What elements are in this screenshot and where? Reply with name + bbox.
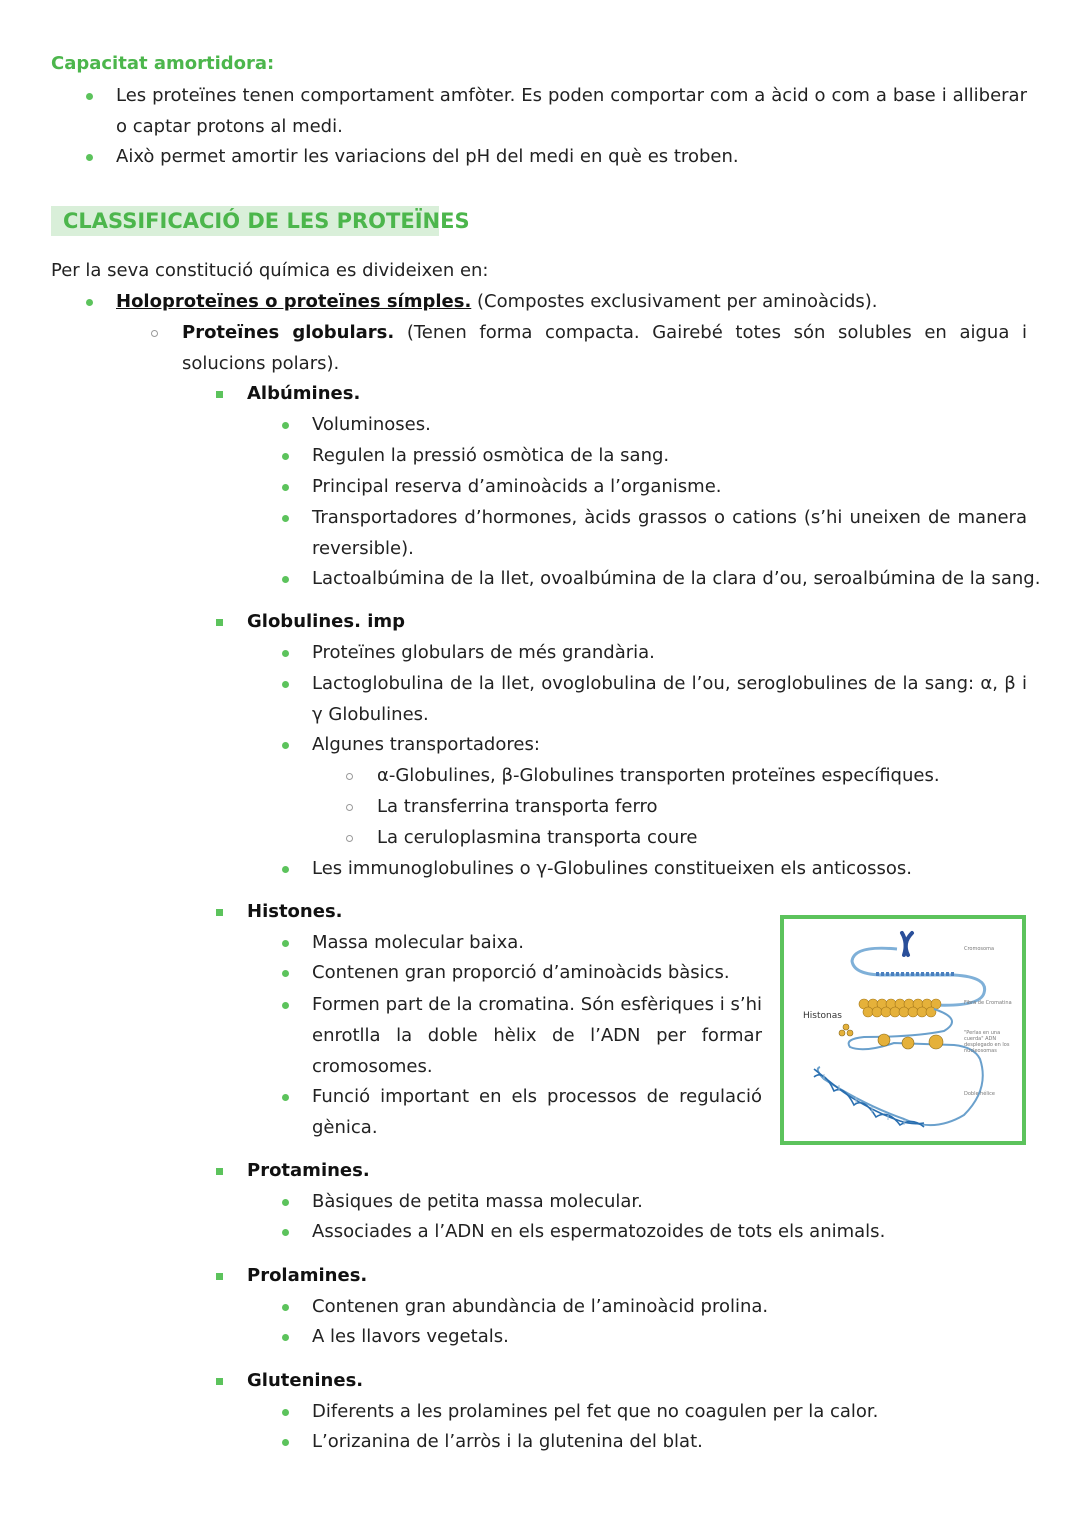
bullet-dot	[86, 154, 93, 161]
globulars-item	[182, 317, 1027, 379]
prolamines-title-text: Prolamines.	[247, 1265, 368, 1286]
albumines-title-text: Albúmines.	[247, 383, 361, 404]
globulines-sub-1: α-Globulines, β-Globulines transporten proteïnes específiques.	[377, 765, 940, 786]
histones-item-1: Massa molecular baixa.	[312, 932, 525, 953]
glutenines-item-2: L’orizanina de l’arròs i la glutenina del blat.	[312, 1431, 703, 1452]
globulines-sub-3: La ceruloplasmina transporta coure	[377, 827, 698, 848]
holoproteines-title: Holoproteïnes o proteïnes símples.	[116, 291, 472, 312]
bullet-dot	[282, 422, 289, 429]
bullet-dot	[282, 1199, 289, 1206]
holoproteines-item	[116, 286, 878, 317]
globulines-item-last: Les immunoglobulines o γ-Globulines constitueixen els anticossos.	[312, 858, 912, 879]
protamines-item-1: Bàsiques de petita massa molecular.	[312, 1191, 643, 1212]
bullet-dot	[282, 1229, 289, 1236]
histones-title	[247, 896, 343, 927]
histones-item-3: Formen part de la cromatina. Són esfèriques i s’hi enrotlla la doble hèlix de l’ADN per formar cromosomes.	[312, 994, 762, 1077]
bullet-dot	[282, 484, 289, 491]
bullet-dot	[282, 866, 289, 873]
bullet-dot	[282, 1409, 289, 1416]
bullet-dot	[282, 1334, 289, 1341]
bullet-square	[216, 391, 223, 398]
bullet-square	[216, 619, 223, 626]
holoproteines-desc: (Compostes exclusivament per aminoàcids).	[471, 291, 878, 312]
histones-item-4: Funció important en els processos de regulació gènica.	[312, 1086, 762, 1138]
albumines-item-5: Lactoalbúmina de la llet, ovoalbúmina de la clara d’ou, seroalbúmina de la sang.	[312, 568, 1041, 589]
globulars-title: Proteïnes globulars.	[182, 322, 395, 343]
capacitat-heading: Capacitat amortidora:	[51, 53, 275, 74]
bullet-dot	[282, 650, 289, 657]
bullet-dot	[282, 681, 289, 688]
label-fibra-cromatina: Fibra de Cromatina	[964, 1000, 1012, 1006]
albumines-item-4: Transportadores d’hormones, àcids grassos o cations (s’hi uneixen de manera reversible).	[312, 507, 1027, 559]
globulines-item-3: Algunes transportadores:	[312, 734, 540, 755]
chromatin-figure	[780, 915, 1026, 1145]
label-cromosoma: Cromosoma	[964, 946, 995, 952]
globulines-title-text: Globulines. imp	[247, 611, 406, 632]
bullet-dot	[282, 970, 289, 977]
albumines-item-2: Regulen la pressió osmòtica de la sang.	[312, 445, 670, 466]
bullet-square	[216, 1273, 223, 1280]
prolamines-item-1: Contenen gran abundància de l’aminoàcid prolina.	[312, 1296, 769, 1317]
chromosome-icon	[902, 933, 912, 955]
protamines-title-text: Protamines.	[247, 1160, 370, 1181]
albumines-title	[247, 378, 360, 409]
glutenines-item-1: Diferents a les prolamines pel fet que no coagulen per la calor.	[312, 1401, 879, 1422]
bullet-dot	[282, 453, 289, 460]
bullet-square	[216, 1168, 223, 1175]
prolamines-item-2: A les llavors vegetals.	[312, 1326, 509, 1347]
dna-helix	[814, 1069, 924, 1127]
bullet-dot	[86, 93, 93, 100]
bullet-dot	[282, 576, 289, 583]
section-heading: CLASSIFICACIÓ DE LES PROTEÏNES	[63, 209, 470, 233]
label-perlas: "Perlas en una cuerda" ADN desplegado en los nucleosomas	[964, 1030, 1010, 1054]
intro-text: Per la seva constitució química es divideixen en:	[51, 260, 489, 281]
bullet-dot	[282, 742, 289, 749]
glutenines-title	[247, 1365, 363, 1396]
globulines-item-1: Proteïnes globulars de més grandària.	[312, 642, 655, 663]
bullet-dot	[282, 1439, 289, 1446]
bullet-dot	[282, 515, 289, 522]
bullet-square	[216, 909, 223, 916]
bullet-square	[216, 1378, 223, 1385]
histones-title-text: Histones.	[247, 901, 343, 922]
bullet-ring	[151, 330, 158, 337]
bullet-dot	[282, 1002, 289, 1009]
bullet-dot	[282, 1304, 289, 1311]
globulars-desc: (Tenen forma compacta. Gairebé totes són solubles en aigua i solucions polars).	[182, 322, 1027, 374]
albumines-item-3: Principal reserva d’aminoàcids a l’organisme.	[312, 476, 722, 497]
capacitat-bullet-2: Això permet amortir les variacions del pH del medi en què es troben.	[116, 146, 739, 167]
globulines-item-2: Lactoglobulina de la llet, ovoglobulina de l’ou, seroglobulines de la sang: α, β i γ Globulines.	[312, 673, 1027, 725]
label-doble-helice: Doble hélice	[964, 1091, 995, 1097]
protamines-item-2: Associades a l’ADN en els espermatozoides de tots els animals.	[312, 1221, 886, 1242]
histones-item-2: Contenen gran proporció d’aminoàcids bàsics.	[312, 962, 730, 983]
globulines-title	[247, 606, 405, 637]
globulines-sub-2: La transferrina transporta ferro	[377, 796, 658, 817]
prolamines-title	[247, 1260, 367, 1291]
glutenines-title-text: Glutenines.	[247, 1370, 364, 1391]
chromatin-fiber	[859, 999, 941, 1017]
bullet-dot	[282, 940, 289, 947]
protamines-title	[247, 1155, 370, 1186]
capacitat-bullet-1: Les proteïnes tenen comportament amfòter. Es poden comportar com a àcid o com a base i alliberar o captar protons al medi.	[116, 85, 1027, 137]
bullet-ring	[346, 773, 353, 780]
bullet-ring	[346, 804, 353, 811]
bullet-ring	[346, 835, 353, 842]
bullet-dot	[86, 299, 93, 306]
bullet-dot	[282, 1094, 289, 1101]
label-histonas: Histonas	[803, 1011, 842, 1021]
albumines-item-1: Voluminoses.	[312, 414, 431, 435]
